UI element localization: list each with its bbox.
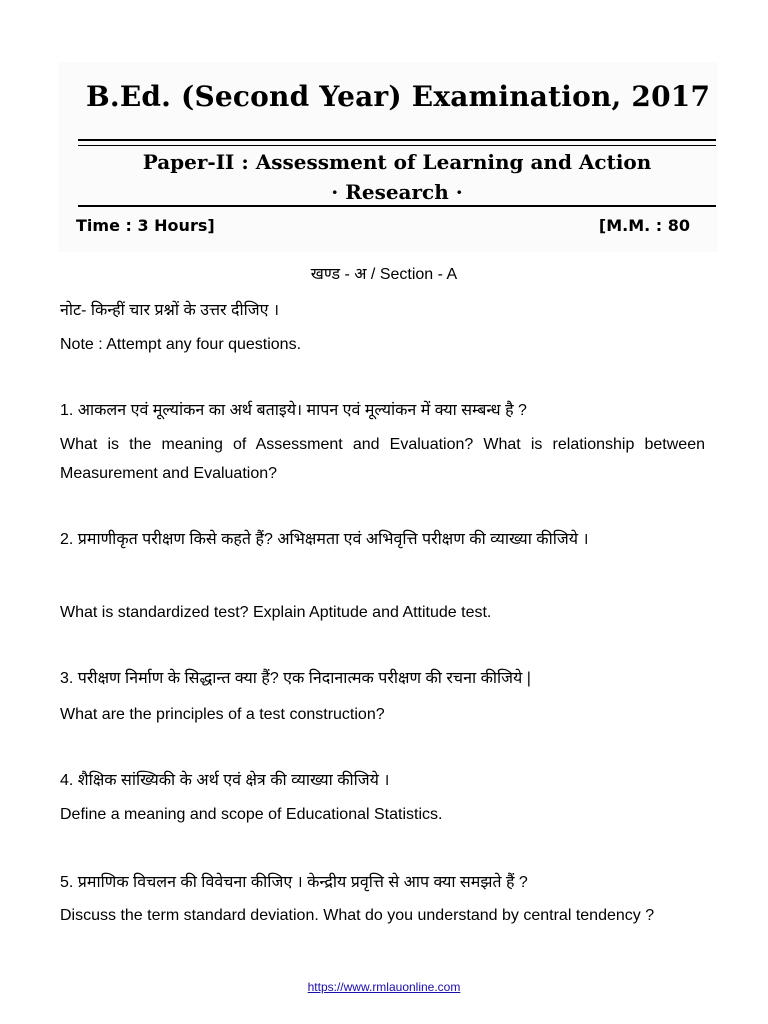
question-3-hindi: 3. परीक्षण निर्माण के सिद्धान्त क्या हैं? एक निदानात्मक परीक्षण की रचना कीजिये | — [60, 670, 531, 687]
note-english: Note : Attempt any four questions. — [60, 336, 302, 353]
footer-website-link[interactable]: https://www.rmlauonline.com — [307, 980, 461, 994]
time-allowed: Time : 3 Hours] — [76, 216, 215, 235]
question-3-english: What are the principles of a test construction? — [60, 706, 385, 723]
note-hindi: नोट- किन्हीं चार प्रश्नों के उत्तर दीजिए । — [60, 302, 280, 319]
header-rule-top — [78, 139, 716, 141]
question-2-english: What is standardized test? Explain Aptitude and Attitude test. — [60, 604, 492, 621]
question-2-hindi: 2. प्रमाणीकृत परीक्षण किसे कहते हैं? अभिक्षमता एवं अभिवृत्ति परीक्षण की व्याख्या कीजिये । — [60, 531, 589, 548]
header-rule-bottom — [78, 205, 716, 207]
exam-title: B.Ed. (Second Year) Examination, 2017 — [86, 80, 711, 113]
paper-title-line-1: Paper-II : Assessment of Learning and Action — [142, 150, 652, 174]
section-heading: खण्ड - अ / Section - A — [310, 266, 458, 283]
header-rule-top-thin — [78, 145, 716, 146]
question-4-hindi: 4. शैक्षिक सांख्यिकी के अर्थ एवं क्षेत्र की व्याख्या कीजिये । — [60, 772, 390, 789]
question-4-english: Define a meaning and scope of Educational Statistics. — [60, 806, 443, 823]
maximum-marks: [M.M. : 80 — [598, 216, 690, 235]
paper-title-line-2: · Research · — [331, 180, 463, 204]
question-5-english: Discuss the term standard deviation. What do you understand by central tendency ? — [60, 907, 655, 924]
question-5-hindi: 5. प्रमाणिक विचलन की विवेचना कीजिए । केन्द्रीय प्रवृत्ति से आप क्या समझते हैं ? — [60, 874, 528, 891]
question-1-english: What is the meaning of Assessment and Evaluation? What is relationship between Measurement and Evaluation? — [60, 436, 705, 482]
question-1-hindi: 1. आकलन एवं मूल्यांकन का अर्थ बताइये। मापन एवं मूल्यांकन में क्या सम्बन्ध है ? — [60, 402, 527, 419]
